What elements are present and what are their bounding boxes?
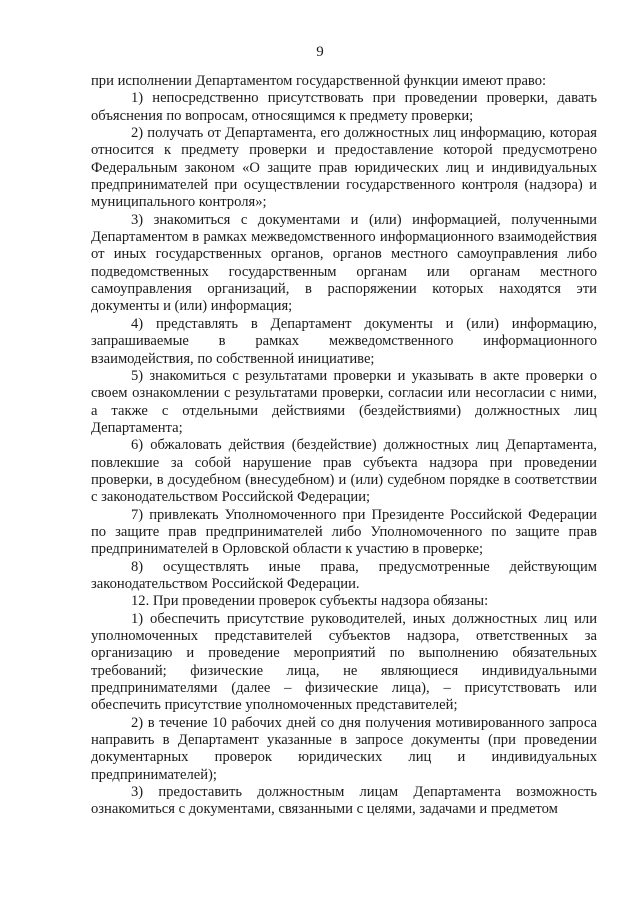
- paragraph-right-2: 2) получать от Департамента, его должностных лиц информацию, которая относится к предмету проверки и предоставление которой предусмотрено Федеральным законом «О защите прав юридических лиц и индивидуальных предпринимателей при осуществлении государственного контроля (надзора) и муниципального контроля»;: [91, 125, 597, 211]
- paragraph-duty-1: 1) обеспечить присутствие руководителей, иных должностных лиц или уполномоченных представителей субъектов надзора, ответственных за организацию и проведение мероприятий по выполнению обязательных требований; физические лица, не являющиеся индивидуальными предпринимателями (далее – физические лица), – присутствовать или обеспечить присутствие уполномоченных представителей;: [91, 610, 597, 714]
- document-body: [91, 73, 597, 819]
- paragraph-right-6: 6) обжаловать действия (бездействие) должностных лиц Департамента, повлекшие за собой нарушение прав субъекта надзора при проведении проверки, в досудебном (внесудебном) и (или) судебном порядке в соответствии с законодательством Российской Федерации;: [91, 437, 597, 506]
- paragraph-duty-3: 3) предоставить должностным лицам Департамента возможность ознакомиться с документами, связанными с целями, задачами и предметом: [91, 784, 597, 818]
- paragraph-right-5: 5) знакомиться с результатами проверки и указывать в акте проверки о своем ознакомлении с результатами проверки, согласии или несогласии с ними, а также с отдельными действиями (бездействиями) должностных лиц Департамента;: [91, 367, 597, 436]
- section-12-heading: 12. При проведении проверок субъекты надзора обязаны:: [131, 593, 489, 610]
- paragraph-right-7: 7) привлекать Уполномоченного при Президенте Российской Федерации по защите прав предпринимателей либо Уполномоченного по защите прав предпринимателей в Орловской области к участию в проверке;: [91, 506, 597, 558]
- paragraph-right-1: 1) непосредственно присутствовать при проведении проверки, давать объяснения по вопросам, относящимся к предмету проверки;: [91, 90, 597, 124]
- paragraph-right-3: 3) знакомиться с документами и (или) информацией, полученными Департаментом в рамках межведомственного информационного взаимодействия от иных государственных органов, органов местного самоуправления либо подведомственных государственным органам или органам местного самоуправления организаций, в распоряжении которых находятся эти документы и (или) информация;: [91, 211, 597, 315]
- page-number: 9: [316, 44, 324, 60]
- paragraph-right-4: 4) представлять в Департамент документы и (или) информацию, запрашиваемые в рамках межведомственного информационного взаимодействия, по собственной инициативе;: [91, 315, 597, 367]
- paragraph-right-8: 8) осуществлять иные права, предусмотренные действующим законодательством Российской Федерации.: [91, 558, 597, 592]
- paragraph-duty-2: 2) в течение 10 рабочих дней со дня получения мотивированного запроса направить в Департамент указанные в запросе документы (при проведении документарных проверок юридических лиц и индивидуальных предпринимателей);: [91, 714, 597, 783]
- paragraph-intro: при исполнении Департаментом государственной функции имеют право:: [91, 73, 547, 89]
